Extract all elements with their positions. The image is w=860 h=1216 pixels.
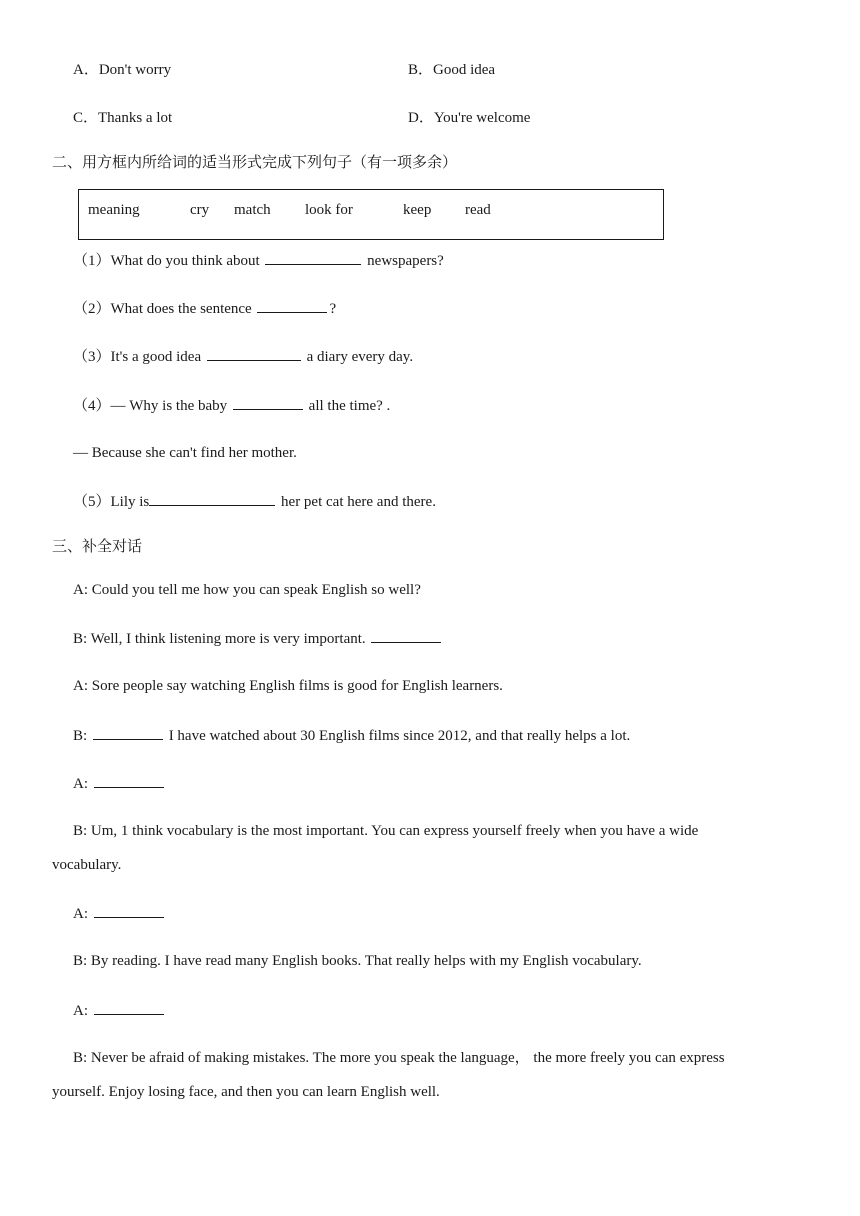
dialogue-text: B: [73, 728, 91, 744]
dialogue-line-8: B: By reading. I have read many English books. That really helps with my English vocabulary. [73, 953, 642, 969]
item-number: （3） [73, 349, 111, 365]
option-letter: C． [73, 110, 99, 126]
dialogue-line-1: A: Could you tell me how you can speak English so well? [73, 582, 421, 598]
sentence-text: What do you think about [110, 253, 264, 269]
answer-blank[interactable] [93, 725, 163, 740]
item-number: （1） [73, 253, 111, 269]
option-b [408, 60, 495, 80]
answer-blank[interactable] [233, 395, 303, 410]
word-meaning: meaning [88, 202, 140, 218]
option-a [73, 60, 171, 80]
word-cry: cry [190, 202, 210, 218]
sentence-text: her pet cat here and there. [277, 494, 436, 510]
sentence-4-reply [73, 443, 297, 463]
dialogue-line-10: B: Never be afraid of making mistakes. The more you speak the language， the more freely you can express [73, 1050, 725, 1066]
option-letter: D． [408, 110, 434, 126]
dialogue-line-3: A: Sore people say watching English films is good for English learners. [73, 678, 503, 694]
word-keep: keep [403, 202, 432, 218]
dialogue-text: A: [73, 906, 92, 922]
word-look-for: look for [305, 202, 353, 218]
answer-blank[interactable] [371, 628, 441, 643]
dialogue-line-4 [73, 725, 630, 746]
option-text: You're welcome [433, 110, 531, 126]
dialogue-text: A: [73, 1003, 92, 1019]
section3-heading: 三、补全对话 [52, 537, 143, 555]
option-letter: A． [73, 62, 99, 78]
answer-blank[interactable] [149, 491, 275, 506]
dialogue-line-9 [73, 1000, 166, 1021]
sentence-text: all the time? . [304, 398, 391, 414]
sentence-text: newspapers? [363, 253, 444, 269]
option-text: Good idea [433, 62, 496, 78]
dialogue-line-10-cont: yourself. Enjoy losing face, and then you can learn English well. [52, 1084, 440, 1100]
dialogue-line-2 [73, 628, 443, 649]
answer-blank[interactable] [265, 250, 361, 265]
sentence-text: What does the sentence [110, 301, 256, 317]
option-d [408, 108, 530, 128]
sentence-text: Lily is [110, 494, 150, 510]
option-letter: B． [408, 62, 434, 78]
option-c [73, 108, 172, 128]
sentence-text: — Why is the baby [110, 398, 231, 414]
sentence-text: a diary every day. [302, 349, 414, 365]
item-number: （2） [73, 301, 111, 317]
section2-heading: 二、用方框内所给词的适当形式完成下列句子（有一项多余） [52, 153, 458, 171]
sentence-1 [73, 250, 444, 271]
option-text: Thanks a lot [98, 110, 173, 126]
item-number: （4） [73, 398, 111, 414]
dialogue-line-5 [73, 773, 166, 794]
item-number: （5） [73, 494, 111, 510]
sentence-2 [73, 298, 336, 319]
answer-blank[interactable] [257, 298, 327, 313]
answer-blank[interactable] [94, 903, 164, 918]
sentence-3 [73, 346, 413, 367]
sentence-text: — Because she can't find her mother. [73, 445, 297, 461]
word-box [78, 189, 664, 240]
dialogue-line-7 [73, 903, 166, 924]
sentence-4 [73, 395, 390, 416]
answer-blank[interactable] [94, 1000, 164, 1015]
dialogue-line-6-cont: vocabulary. [52, 857, 122, 873]
dialogue-text: B: Well, I think listening more is very important. [73, 631, 370, 647]
option-text: Don't worry [98, 62, 172, 78]
dialogue-text: A: [73, 776, 92, 792]
sentence-text: ? [329, 301, 337, 317]
word-match: match [234, 202, 271, 218]
word-read: read [465, 202, 491, 218]
dialogue-text: I have watched about 30 English films since 2012, and that really helps a lot. [164, 728, 631, 744]
dialogue-line-6: B: Um, 1 think vocabulary is the most important. You can express yourself freely when you have a wide [73, 823, 699, 839]
sentence-5 [73, 491, 436, 512]
answer-blank[interactable] [94, 773, 164, 788]
answer-blank[interactable] [207, 346, 301, 361]
sentence-text: It's a good idea [110, 349, 205, 365]
